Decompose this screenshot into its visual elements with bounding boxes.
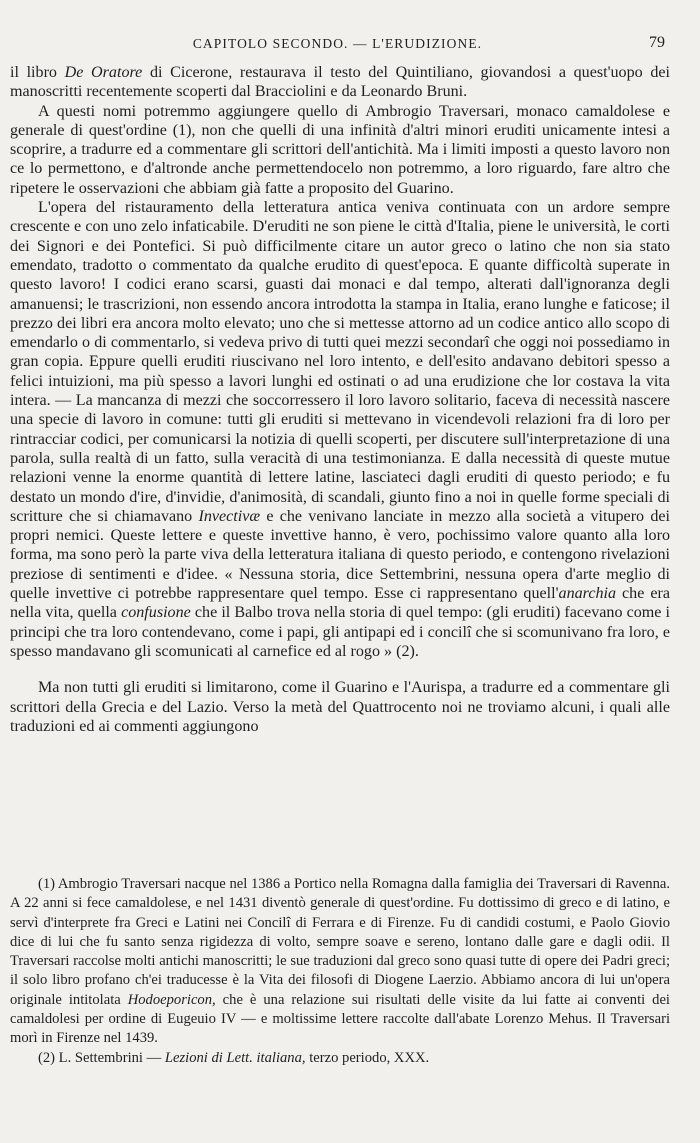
footnote-2: (2) L. Settembrini — Lezioni di Lett. italiana, terzo periodo, XXX. — [38, 1049, 430, 1066]
term-invectivae: Invectivæ — [198, 507, 261, 525]
running-title: CAPITOLO SECONDO. — L'ERUDIZIONE. — [192, 36, 483, 51]
page-header — [10, 36, 665, 60]
main-text — [10, 63, 670, 736]
title-hodoeporicon: Hodoeporicon, — [127, 991, 216, 1008]
book-title-de-oratore: De Oratore — [64, 64, 143, 81]
paragraph-2: A questi nomi potremmo aggiungere quello di Ambrogio Traversari, monaco camaldolese e generale di quest'ordine (1), non che quelli di una infinità d'altri minori eruditi unicamente intesi a scoprire, a tradurre ed a commentare gli scrittori dell'antichità. Ma i limiti imposti a questo lavoro non ce lo permettono, e d'altronde anche permettendocelo non potremmo, a loro riguardo, fare altro che ripetere le osservazioni che abbiam già fatte a proposito del Guarino. — [10, 102, 670, 197]
footnotes — [10, 875, 670, 1068]
footnote-1: (1) Ambrogio Traversari nacque nel 1386 a Portico nella Romagna dalla famiglia dei Traversari di Ravenna. A 22 anni si fece camaldolese, e nel 1431 diventò generale di quest'ordine. Fu dottissimo di greco e di latino, e servì d'interprete fra Greci e Latini nei Concilî di Ferrara e di Firenze. Fu di candidi costumi, e Paolo Giovio dice di lui che fu santo senza rigidezza di volto, sempre soave e sereno, lontano dalle gare e dagli odii. Il Traversari raccolse molti antichi manoscritti; le sue traduzioni dal greco sono quasi tutte di opere dei Padri greci; il solo libro profano ch'ei traducesse è la Vita dei filosofi di Diogene Laerzio. Abbiamo ancora di lui un'opera originale intitolata Hodoeporicon, che è una relazione sui risultati delle visite da lui fatte ai conventi dei camaldolesi per ordine di Eugeuio IV — e moltissime lettere raccolte dall'abate Lorenzo Mehus. Il Traversari morì in Firenze nel 1439. — [10, 876, 670, 1047]
paragraph-4: Ma non tutti gli eruditi si limitarono, come il Guarino e l'Aurispa, a tradurre ed a commentare gli scrittori della Grecia e del Lazio. Verso la metà del Quattrocento noi ne troviamo alcuni, i quali alle traduzioni ed ai commenti aggiungono — [10, 679, 670, 735]
term-anarchia: anarchia — [558, 585, 617, 603]
paragraph-3: L'opera del ristauramento della letteratura antica veniva continuata con un ardore sempre crescente e con uno zelo infaticabile. D'eruditi ne son piene le città d'Italia, piene le università, le corti dei Signori e dei Pontefici. Si può difficilmente citare un autor greco o latino che non sia stato emendato, tradotto o commentato da qualche erudito di quest'epoca. E quante difficoltà superate in questo lavoro! I codici erano scarsi, guasti dai monaci e dal tempo, alterati dall'ignoranza degli amanuensi; le trascrizioni, non essendo ancora introdotta la stampa in Italia, erano lunghe e faticose; il prezzo dei libri era ancora molto elevato; uno che si mettesse attorno ad un codice antico allo scopo di emendarlo o di commentarlo, si vedeva privo di tutti quei mezzi secondarî che oggi noi possediamo in gran copia. Eppure quelli eruditi riuscivano nel loro intento, e dell'esito andavano debitori spesso a felici intuizioni, ma più spesso a lavori lunghi ed ostinati o ad una erudizione che lor costava la vita intera. — La mancanza di mezzi che soccorressero il loro lavoro solitario, faceva di necessità nascere una specie di lavoro in comune: tutti gli eruditi si mettevano in vicendevoli relazioni fra di loro per rintracciar codici, per comunicarsi la notizia di quelli scoperti, per discutere sull'interpretazione di una parola, sulla realtà di un fatto, sulla veracità di una testimonianza. E dalla necessità di queste mutue relazioni venne la enorme quantità di lettere latine, lasciateci dagli eruditi di questo periodo; e fu destato un mondo d'ire, d'invidie, d'animosità, di scandali, giunto fino a noi in quelle forme speciali di scritture che si chiamavano Invectivæ e che venivano lanciate in mezzo alla società a vitupero dei propri nemici. Queste lettere e queste invettive hanno, è vero, pochissimo valore quanto alla loro forma, ma sono però la parte viva della letteratura italiana di questo periodo, e contengono rivelazioni preziose di sentimenti e d'idee. « Nessuna storia, dice Settembrini, nessuna opera d'arte meglio di quelle invettive ci potrebbe rappresentare quel tempo. Esse ci rappresentano quell'anarchia che era nella vita, quella confusione che il Balbo trova nella storia di quel tempo: (gli eruditi) facevano come i principi che tra loro contendevano, come i papi, gli antipapi ed i concilî che si scomunivano fra loro, e spesso mandavano gli scomunicati al carnefice ed al rogo » (2). — [10, 199, 670, 660]
term-confusione: confusione — [121, 604, 191, 622]
title-lezioni: Lezioni di Lett. italiana, — [164, 1049, 306, 1066]
page-number: 79 — [649, 34, 665, 51]
paragraph-1: il libro De Oratore di Cicerone, restaurava il testo del Quintiliano, giovandosi a quest'uopo dei manoscritti recentemente scoperti dal Bracciolini e da Leonardo Bruni. — [10, 64, 670, 101]
